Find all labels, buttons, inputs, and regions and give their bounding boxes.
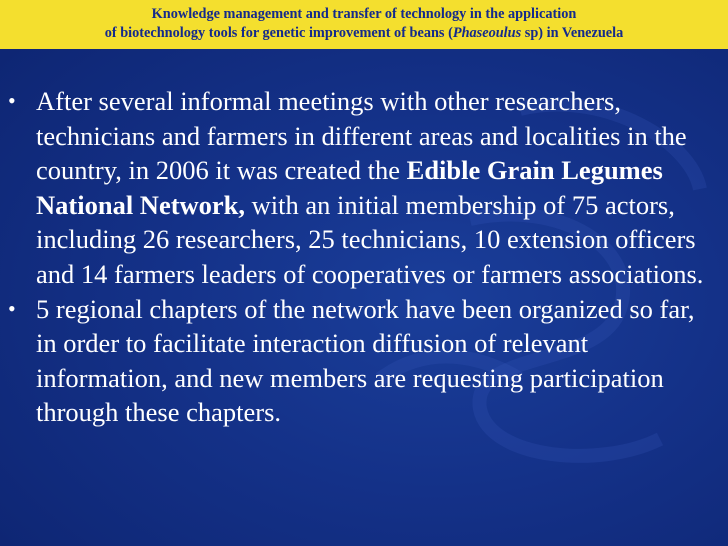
- bullet-item-2: [8, 292, 720, 430]
- bullet-dot-icon: •: [8, 295, 16, 321]
- banner-line2-italic: Phaseoulus: [452, 25, 522, 41]
- bullet-1-text-end: with an initial membership of 75 actors, including 26 researchers, 25 technicians, 10 extension officers and 14 farmers leaders of cooperatives or farmers associations.: [36, 189, 704, 289]
- bullet-1-text-start: After several informal meetings with other researchers, technicians and farmers in different areas and localities in the country, in 2006 it was created the: [36, 86, 687, 186]
- banner-line2-text: of biotechnology tools for genetic improvement of beans (: [104, 25, 453, 41]
- bullet-1-bold-text: Edible Grain Legumes National Network,: [36, 155, 663, 220]
- slide-header-banner: [0, 0, 728, 49]
- banner-title-line2: [0, 24, 728, 43]
- banner-line2-end: sp) in Venezuela: [521, 25, 624, 41]
- banner-title-line1: Knowledge management and transfer of technology in the application: [151, 6, 577, 22]
- bullet-dot-icon: •: [8, 88, 16, 113]
- bullet-2-text: 5 regional chapters of the network have been organized so far, in order to facilitate interaction diffusion of relevant information, and new members are requesting participation through these chapters.: [36, 293, 695, 428]
- bullet-item-1: [8, 84, 720, 292]
- slide-body: [8, 84, 720, 430]
